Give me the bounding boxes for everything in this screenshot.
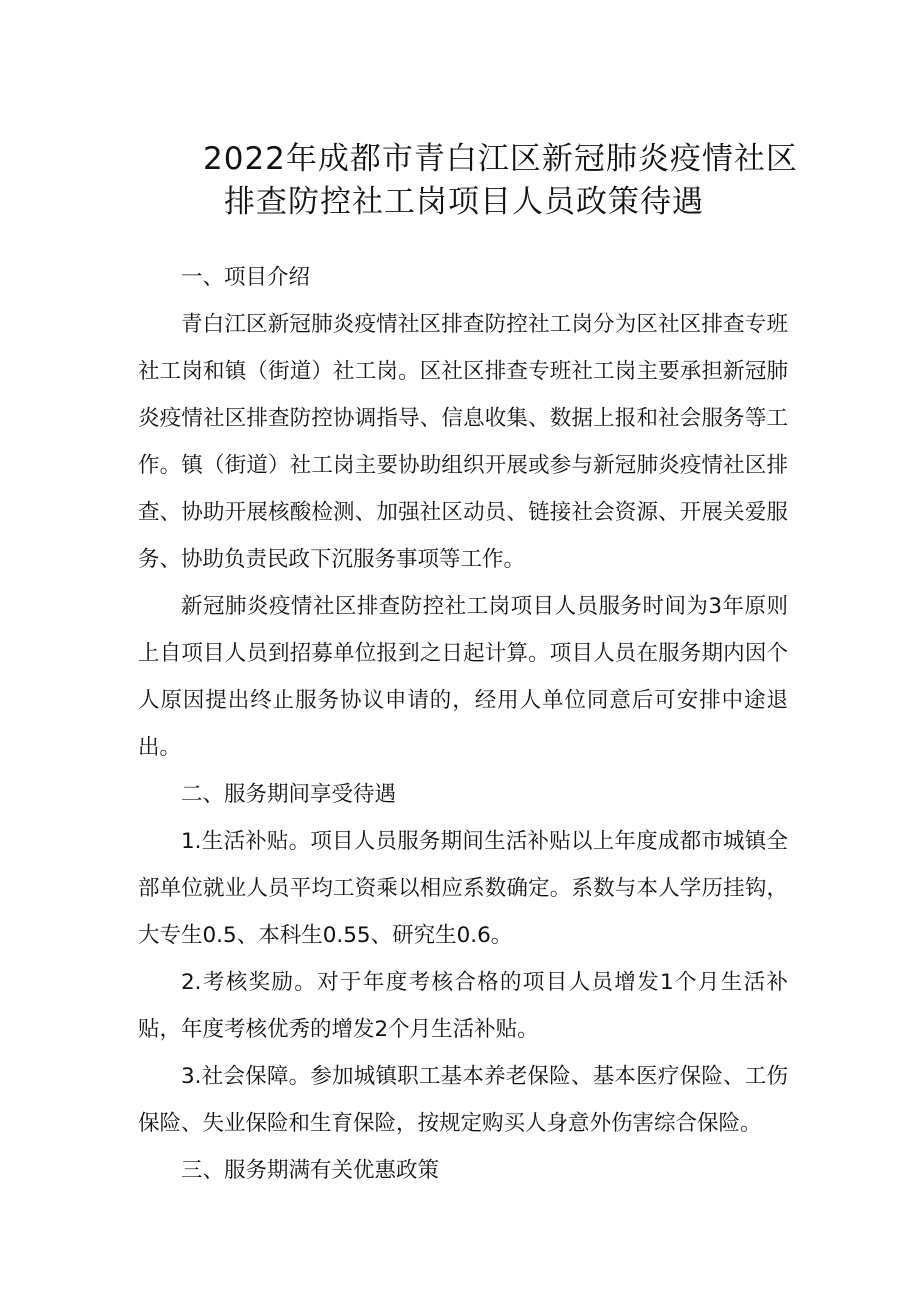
paragraph-service-term: 新冠肺炎疫情社区排查防控社工岗项目人员服务时间为3年原则上自项目人员到招募单位报到之日起计算。项目人员在服务期内因个人原因提出终止服务协议申请的，经用人单位同意后可安排中途退出。 — [138, 594, 788, 760]
paragraph-intro-duties: 青白江区新冠肺炎疫情社区排查防控社工岗分为区社区排查专班社工岗和镇（街道）社工岗。区社区排查专班社工岗主要承担新冠肺炎疫情社区排查防控协调指导、信息收集、数据上报和社会服务等工作。镇（街道）社工岗主要协助组织开展或参与新冠肺炎疫情社区排查、协助开展核酸检测、加强社区动员、链接社会资源、开展关爱服务、协助负责民政下沉服务事项等工作。 — [138, 312, 788, 572]
document-body — [138, 254, 788, 1194]
paragraph-assessment-reward: 2.考核奖励。对于年度考核合格的项目人员增发1个月生活补贴，年度考核优秀的增发2个月生活补贴。 — [138, 970, 788, 1042]
document-title-line-2: 排查防控社工岗项目人员政策待遇 — [224, 184, 704, 220]
paragraph-living-allowance: 1.生活补贴。项目人员服务期间生活补贴以上年度成都市城镇全部单位就业人员平均工资乘以相应系数确定。系数与本人学历挂钩，大专生0.5、本科生0.55、研究生0.6。 — [138, 829, 788, 948]
section-heading-intro: 一、项目介绍 — [181, 265, 311, 290]
section-heading-benefits: 二、服务期间享受待遇 — [181, 782, 397, 807]
paragraph-social-security: 3.社会保障。参加城镇职工基本养老保险、基本医疗保险、工伤保险、失业保险和生育保险，按规定购买人身意外伤害综合保险。 — [138, 1064, 788, 1136]
section-heading-preferential-policies: 三、服务期满有关优惠政策 — [181, 1158, 440, 1183]
document-title-line-1: 2022年成都市青白江区新冠肺炎疫情社区 — [203, 141, 798, 177]
